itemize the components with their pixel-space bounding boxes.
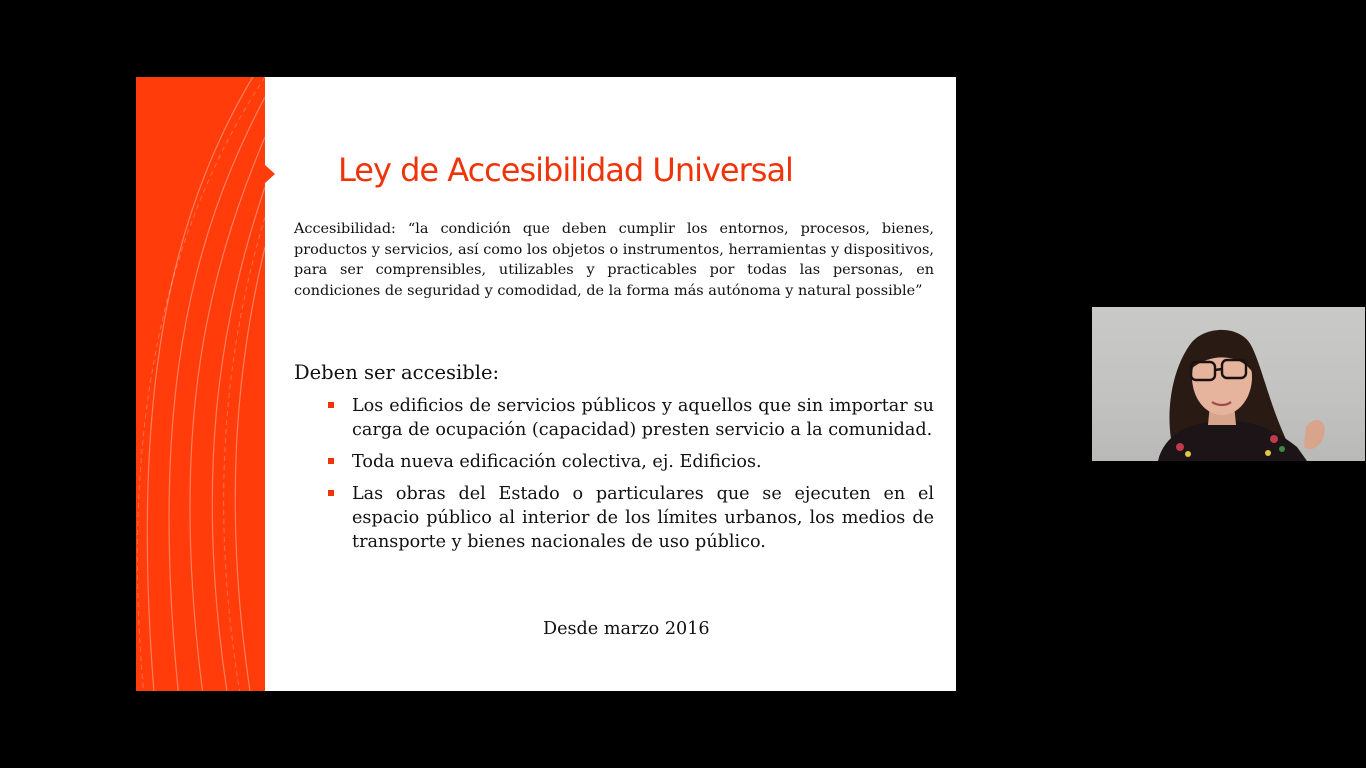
list-item [294, 482, 934, 554]
list-item-text: Las obras del Estado o particulares que se ejecuten en el espacio público al interior de los límites urbanos, los medios de transporte y bienes nacionales de uso público. [352, 484, 934, 552]
square-bullet-icon [328, 490, 334, 496]
list-heading: Deben ser accesible: [294, 361, 500, 384]
square-bullet-icon [328, 458, 334, 464]
list-item [294, 450, 934, 474]
list-item [294, 394, 934, 442]
definition-paragraph: Accesibilidad: “la condición que deben cumplir los entornos, procesos, bienes, productos y servicios, así como los objetos o instrumentos, herramientas y dispositivos, para ser comprensibles, utilizables y practicables por todas las personas, en condiciones de seguridad y comodidad, de la forma más autónoma y natural possible” [294, 221, 934, 299]
decorative-arcs [136, 77, 265, 691]
slide-accent-band [136, 77, 265, 691]
person-video-icon [1092, 307, 1365, 461]
date-note: Desde marzo 2016 [543, 619, 710, 639]
webcam-tile[interactable] [1092, 307, 1365, 461]
requirements-list [294, 394, 934, 562]
square-bullet-icon [328, 402, 334, 408]
list-item-text: Los edificios de servicios públicos y aquellos que sin importar su carga de ocupación (capacidad) presten servicio a la comunidad. [352, 396, 934, 440]
slide-title: Ley de Accesibilidad Universal [338, 151, 793, 189]
presentation-slide [136, 77, 956, 691]
list-item-text: Toda nueva edificación colectiva, ej. Edificios. [352, 452, 762, 472]
band-pointer [265, 165, 275, 183]
